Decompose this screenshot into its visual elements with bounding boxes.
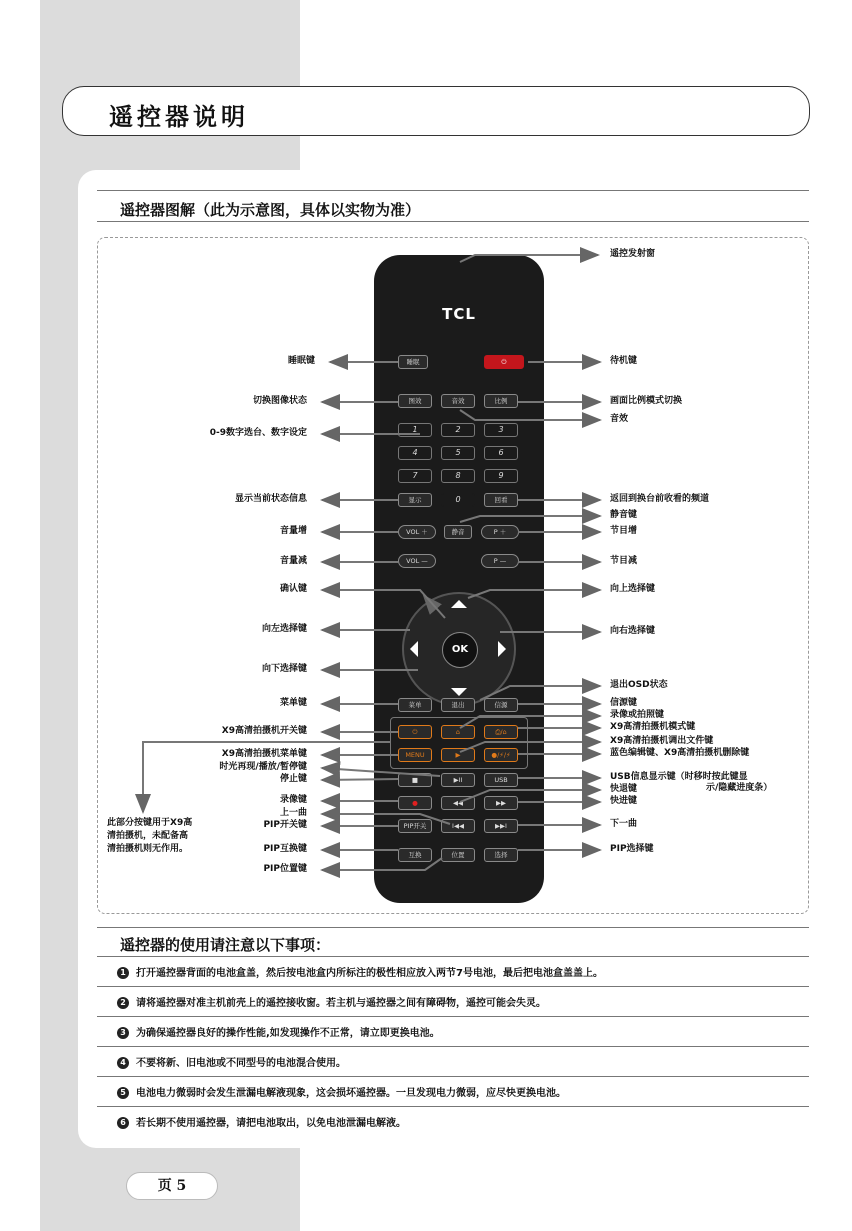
label-menu: 菜单键 — [279, 698, 307, 708]
image-mode-button[interactable]: 图效 — [398, 394, 432, 408]
label-camera-delete: 蓝色编辑键、X9高清拍摄机删除键 — [610, 748, 750, 758]
diagram-heading: 遥控器图解（此为示意图，具体以实物为准） — [120, 201, 421, 219]
camera-menu-button[interactable]: MENU — [398, 748, 432, 762]
digit-2-button[interactable]: 2 — [441, 423, 475, 437]
digit-5-button[interactable]: 5 — [441, 446, 475, 460]
stop-button[interactable]: ■ — [398, 773, 432, 787]
label-volume-down: 音量减 — [279, 556, 307, 566]
pip-position-button[interactable]: 位置 — [441, 848, 475, 862]
label-record: 录像键 — [279, 795, 307, 805]
channel-down-button[interactable]: P — — [481, 554, 519, 568]
notes-heading: 遥控器的使用请注意以下事项： — [120, 936, 331, 954]
display-button[interactable]: 显示 — [398, 493, 432, 507]
label-pip-select: PIP选择键 — [610, 844, 654, 854]
brand-logo: TCL — [442, 305, 476, 323]
label-up: 向上选择键 — [610, 584, 656, 594]
play-pause-button[interactable]: ▶II — [441, 773, 475, 787]
ratio-button[interactable]: 比例 — [484, 394, 518, 408]
divider — [97, 1016, 809, 1017]
digit-0-button[interactable]: 0 — [441, 493, 475, 507]
label-volume-up: 音量增 — [279, 526, 307, 536]
sleep-button[interactable]: 睡眠 — [398, 355, 428, 369]
label-play-pause: 时光再现/播放/暂停键 — [219, 762, 307, 772]
label-sound: 音效 — [610, 414, 629, 424]
note-item: 4 不要将新、旧电池或不同型号的电池混合使用。 — [117, 1054, 809, 1069]
page-title: 遥控器说明 — [109, 102, 249, 131]
previous-track-button[interactable]: I◀◀ — [441, 819, 475, 833]
label-channel-up: 节目增 — [610, 526, 638, 536]
power-button[interactable]: ⏻ — [484, 355, 524, 369]
note-item: 5 电池电力微弱时会发生泄漏电解液现象，这会损坏遥控器。一旦发现电力微弱，应尽快更换电池。 — [117, 1084, 809, 1099]
label-record-photo: 录像或拍照键 — [610, 710, 665, 720]
label-right: 向右选择键 — [610, 626, 656, 636]
label-camera-menu: X9高清拍摄机菜单键 — [221, 749, 307, 759]
label-ir-window: 遥控发射窗 — [610, 249, 656, 259]
divider — [97, 1106, 809, 1107]
label-digits: 0-9数字选台、数字设定 — [209, 428, 307, 438]
digit-3-button[interactable]: 3 — [484, 423, 518, 437]
label-exit: 退出OSD状态 — [610, 680, 668, 690]
mute-button[interactable]: 静音 — [444, 525, 472, 539]
exit-button[interactable]: 退出 — [441, 698, 475, 712]
camera-file-button[interactable]: ▶ — [441, 748, 475, 762]
camera-note: 此部分按键用于X9高 清拍摄机，未配备高 清拍摄机则无作用。 — [107, 818, 193, 854]
volume-up-button[interactable]: VOL ＋ — [398, 525, 436, 539]
volume-down-button[interactable]: VOL — — [398, 554, 436, 568]
label-ok: 确认键 — [279, 584, 307, 594]
divider — [97, 956, 809, 957]
digit-7-button[interactable]: 7 — [398, 469, 432, 483]
divider — [97, 1076, 809, 1077]
camera-mode-button[interactable]: ⎙/⌂ — [484, 725, 518, 739]
digit-8-button[interactable]: 8 — [441, 469, 475, 483]
label-pip-toggle: PIP开关键 — [263, 820, 307, 830]
digit-1-button[interactable]: 1 — [398, 423, 432, 437]
label-down: 向下选择键 — [261, 664, 307, 674]
next-track-button[interactable]: ▶▶I — [484, 819, 518, 833]
label-recall: 返回到换台前收看的频道 — [610, 494, 710, 504]
ok-button[interactable]: OK — [442, 632, 478, 668]
pip-toggle-button[interactable]: PIP开关 — [398, 819, 432, 833]
label-usb-continued: 示/隐藏进度条） — [706, 783, 773, 793]
note-item: 2 请将遥控器对准主机前壳上的遥控接收窗。若主机与遥控器之间有障碍物，遥控可能会失灵。 — [117, 994, 809, 1009]
digit-6-button[interactable]: 6 — [484, 446, 518, 460]
digit-4-button[interactable]: 4 — [398, 446, 432, 460]
divider — [97, 986, 809, 987]
label-standby: 待机键 — [610, 356, 638, 366]
label-channel-down: 节目减 — [610, 556, 638, 566]
channel-up-button[interactable]: P ＋ — [481, 525, 519, 539]
label-previous: 上一曲 — [279, 808, 307, 818]
rewind-button[interactable]: ◀◀ — [441, 796, 475, 810]
usb-button[interactable]: USB — [484, 773, 518, 787]
label-camera-power: X9高清拍摄机开关键 — [221, 726, 307, 736]
camera-delete-button[interactable]: ●/⚡/⚡ — [484, 748, 518, 762]
recall-button[interactable]: 回看 — [484, 493, 518, 507]
digit-9-button[interactable]: 9 — [484, 469, 518, 483]
divider — [97, 927, 809, 928]
label-camera-mode: X9高清拍摄机模式键 — [610, 722, 696, 732]
label-pip-swap: PIP互换键 — [263, 844, 307, 854]
camera-home-button[interactable]: ⌂ — [441, 725, 475, 739]
label-camera-file: X9高清拍摄机调出文件键 — [610, 736, 714, 746]
note-item: 6 若长期不使用遥控器，请把电池取出，以免电池泄漏电解液。 — [117, 1114, 809, 1129]
label-left: 向左选择键 — [261, 624, 307, 634]
camera-power-button[interactable]: ⏻ — [398, 725, 432, 739]
label-mute: 静音键 — [610, 510, 638, 520]
source-button[interactable]: 信源 — [484, 698, 518, 712]
label-pip-position: PIP位置键 — [263, 864, 307, 874]
page-number: 页 5 — [126, 1172, 218, 1200]
pip-select-button[interactable]: 选择 — [484, 848, 518, 862]
label-fast-forward: 快进键 — [610, 796, 638, 806]
label-ratio: 画面比例模式切换 — [610, 396, 683, 406]
label-display: 显示当前状态信息 — [234, 494, 307, 504]
label-usb: USB信息显示键（时移时按此键显 — [610, 772, 748, 782]
note-item: 3 为确保遥控器良好的操作性能,如发现操作不正常，请立即更换电池。 — [117, 1024, 809, 1039]
record-button[interactable]: ● — [398, 796, 432, 810]
label-rewind: 快退键 — [610, 784, 638, 794]
label-image-mode: 切换图像状态 — [252, 396, 307, 406]
label-next: 下一曲 — [610, 819, 638, 829]
fast-forward-button[interactable]: ▶▶ — [484, 796, 518, 810]
pip-swap-button[interactable]: 互换 — [398, 848, 432, 862]
note-item: 1 打开遥控器背面的电池盒盖，然后按电池盒内所标注的极性相应放入两节7号电池，最后把电池盒盖盖上。 — [117, 964, 809, 979]
menu-button[interactable]: 菜单 — [398, 698, 432, 712]
divider — [97, 1046, 809, 1047]
label-stop: 停止键 — [279, 774, 307, 784]
sound-mode-button[interactable]: 音效 — [441, 394, 475, 408]
label-source: 信源键 — [610, 698, 638, 708]
label-sleep: 睡眠键 — [287, 356, 315, 366]
